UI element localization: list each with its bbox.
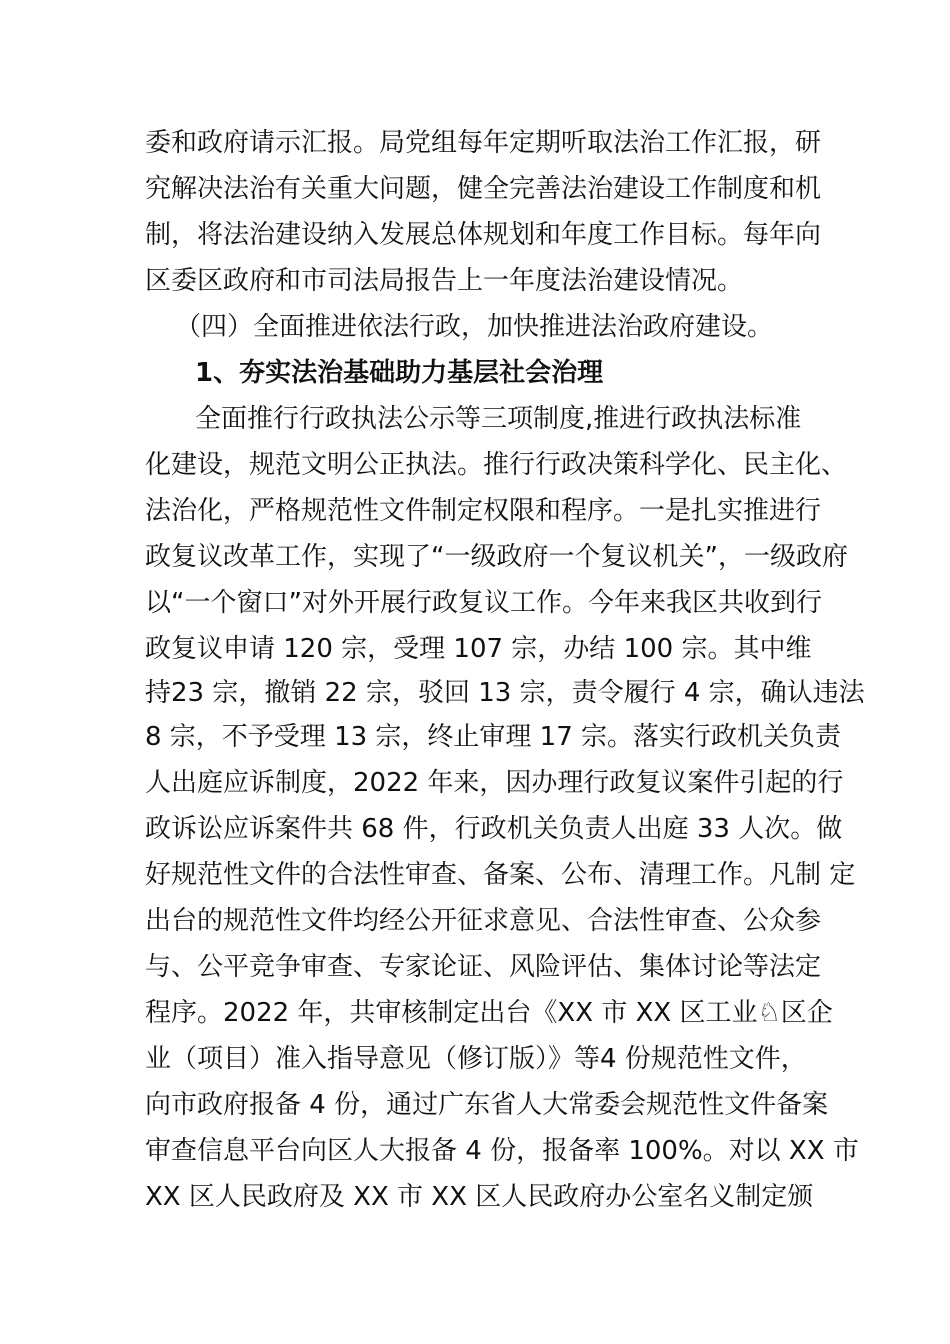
paragraph-line: 政复议改革工作，实现了“一级政府一个复议机关”，一级政府 [145,542,848,572]
paragraph-line: 究解决法治有关重大问题，健全完善法治建设工作制度和机 [145,174,822,204]
paragraph-line: 出台的规范性文件均经公开征求意见、合法性审查、公众参 [145,906,822,936]
paragraph-line: 8 宗，不予受理 13 宗，终止审理 17 宗。落实行政机关负责 [145,722,842,752]
paragraph-line: 与、公平竞争审查、专家论证、风险评估、集体讨论等法定 [145,952,822,982]
paragraph-line: 全面推行行政执法公示等三项制度,推进行政执法标准 [195,404,802,434]
paragraph-line: 好规范性文件的合法性审查、备案、公布、清理工作。凡制 定 [145,860,856,890]
paragraph-line: XX 区人民政府及 XX 市 XX 区人民政府办公室名义制定颁 [145,1182,814,1212]
paragraph-line: 持23 宗，撤销 22 宗，驳回 13 宗，责令履行 4 宗，确认违法 [145,678,865,708]
paragraph-line: 法治化，严格规范性文件制定权限和程序。一是扎实推进行 [145,496,822,526]
paragraph-line: 审查信息平台向区人大报备 4 份，报备率 100%。对以 XX 市 [145,1136,859,1166]
paragraph-line: 政复议申请 120 宗，受理 107 宗，办结 100 宗。其中维 [145,634,812,664]
section-heading: （四）全面推进依法行政，加快推进法治政府建设。 [175,312,774,342]
paragraph-line: 政诉讼应诉案件共 68 件，行政机关负责人出庭 33 人次。做 [145,814,843,844]
paragraph-line: 人出庭应诉制度，2022 年来，因办理行政复议案件引起的行 [145,768,844,798]
paragraph-line: 向市政府报备 4 份，通过广东省人大常委会规范性文件备案 [145,1090,829,1120]
paragraph-line: 化建设，规范文明公正执法。推行行政决策科学化、民主化、 [145,450,848,480]
paragraph-line: 程序。2022 年，共审核制定出台《XX 市 XX 区工业♘区企 [145,998,833,1028]
paragraph-line: 委和政府请示汇报。局党组每年定期听取法治工作汇报，研 [145,128,822,158]
paragraph-line: 区委区政府和市司法局报告上一年度法治建设情况。 [145,266,744,296]
paragraph-line: 制，将法治建设纳入发展总体规划和年度工作目标。每年向 [145,220,822,250]
subsection-heading: 1、夯实法治基础助力基层社会治理 [195,358,604,388]
paragraph-line: 以“一个窗口”对外开展行政复议工作。今年来我区共收到行 [145,588,822,618]
paragraph-line: 业（项目）准入指导意见（修订版）》等4 份规范性文件， [145,1044,807,1074]
